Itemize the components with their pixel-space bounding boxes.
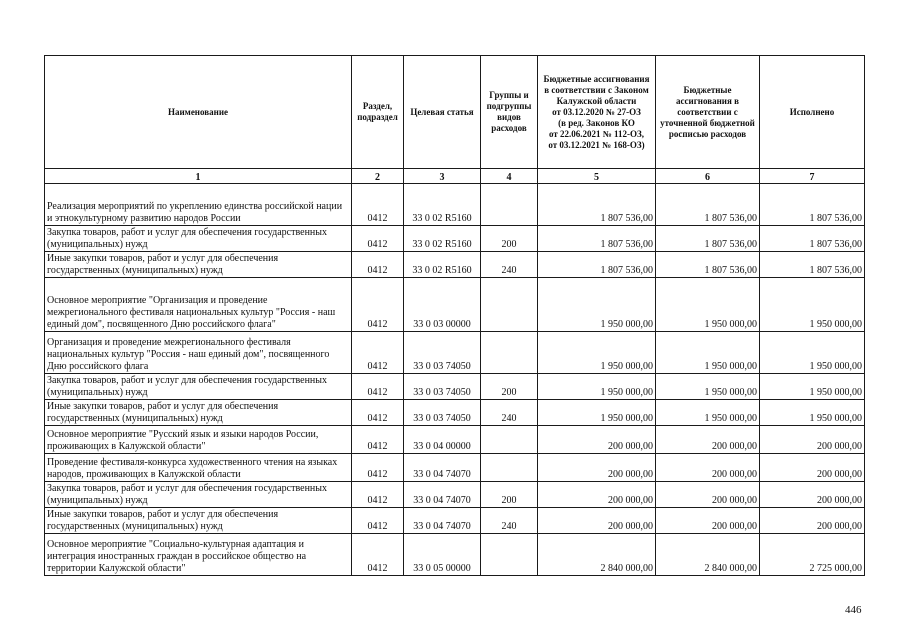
- table-row: [45, 508, 865, 534]
- table-row: [45, 454, 865, 482]
- row-executed-amount: 1 950 000,00: [760, 374, 865, 400]
- row-refined-amount: 1 807 536,00: [656, 226, 760, 252]
- column-number: 3: [404, 169, 481, 184]
- row-name: Организация и проведение межрегионального фестиваля национальных культур "Россия - наш единый дом", посвященного Дню российского флага: [45, 332, 352, 374]
- row-group: 240: [481, 400, 538, 426]
- row-refined-amount: 1 950 000,00: [656, 374, 760, 400]
- budget-table: [44, 55, 865, 576]
- row-name: Основное мероприятие "Социально-культурная адаптация и интеграция иностранных граждан в российское общество на территории Калужской области": [45, 534, 352, 576]
- row-law-amount: 200 000,00: [538, 508, 656, 534]
- row-section: 0412: [352, 534, 404, 576]
- header-row: [45, 56, 865, 169]
- row-group: [481, 278, 538, 332]
- row-section: 0412: [352, 226, 404, 252]
- row-target: 33 0 03 74050: [404, 374, 481, 400]
- row-executed-amount: 1 950 000,00: [760, 400, 865, 426]
- row-law-amount: 1 807 536,00: [538, 252, 656, 278]
- row-refined-amount: 1 950 000,00: [656, 400, 760, 426]
- column-number: 1: [45, 169, 352, 184]
- row-executed-amount: 1 950 000,00: [760, 332, 865, 374]
- row-name: Проведение фестиваля-конкурса художественного чтения на языках народов, проживающих в Калужской области: [45, 454, 352, 482]
- header-name: Наименование: [45, 56, 352, 169]
- header-section: Раздел, подраздел: [352, 56, 404, 169]
- row-executed-amount: 1 807 536,00: [760, 252, 865, 278]
- row-refined-amount: 1 950 000,00: [656, 332, 760, 374]
- table-row: [45, 184, 865, 226]
- table-row: [45, 482, 865, 508]
- row-law-amount: 200 000,00: [538, 426, 656, 454]
- row-law-amount: 1 807 536,00: [538, 184, 656, 226]
- row-target: 33 0 02 R5160: [404, 226, 481, 252]
- row-target: 33 0 02 R5160: [404, 184, 481, 226]
- row-executed-amount: 200 000,00: [760, 482, 865, 508]
- row-refined-amount: 200 000,00: [656, 482, 760, 508]
- row-name: Закупка товаров, работ и услуг для обеспечения государственных (муниципальных) нужд: [45, 226, 352, 252]
- row-executed-amount: 1 807 536,00: [760, 184, 865, 226]
- row-name: Иные закупки товаров, работ и услуг для обеспечения государственных (муниципальных) нужд: [45, 400, 352, 426]
- row-law-amount: 2 840 000,00: [538, 534, 656, 576]
- row-section: 0412: [352, 252, 404, 278]
- row-executed-amount: 1 950 000,00: [760, 278, 865, 332]
- row-section: 0412: [352, 426, 404, 454]
- row-section: 0412: [352, 278, 404, 332]
- table-row: [45, 252, 865, 278]
- column-number: 7: [760, 169, 865, 184]
- header-refined-allocations: Бюджетные ассигнования в соответствии с уточненной бюджетной росписью расходов: [656, 56, 760, 169]
- row-group: [481, 184, 538, 226]
- row-group: 200: [481, 482, 538, 508]
- table-row: [45, 332, 865, 374]
- row-target: 33 0 04 00000: [404, 426, 481, 454]
- budget-table-body: [45, 184, 865, 576]
- row-target: 33 0 04 74070: [404, 454, 481, 482]
- row-target: 33 0 03 00000: [404, 278, 481, 332]
- row-law-amount: 200 000,00: [538, 482, 656, 508]
- row-executed-amount: 2 725 000,00: [760, 534, 865, 576]
- row-refined-amount: 200 000,00: [656, 508, 760, 534]
- row-law-amount: 1 950 000,00: [538, 332, 656, 374]
- row-refined-amount: 1 807 536,00: [656, 252, 760, 278]
- row-section: 0412: [352, 400, 404, 426]
- row-law-amount: 200 000,00: [538, 454, 656, 482]
- row-executed-amount: 200 000,00: [760, 426, 865, 454]
- row-section: 0412: [352, 374, 404, 400]
- row-section: 0412: [352, 332, 404, 374]
- row-group: [481, 534, 538, 576]
- row-target: 33 0 05 00000: [404, 534, 481, 576]
- row-law-amount: 1 950 000,00: [538, 374, 656, 400]
- table-row: [45, 534, 865, 576]
- row-section: 0412: [352, 482, 404, 508]
- row-law-amount: 1 807 536,00: [538, 226, 656, 252]
- budget-report-sheet: [44, 55, 864, 576]
- table-row: [45, 374, 865, 400]
- column-number: 6: [656, 169, 760, 184]
- row-name: Закупка товаров, работ и услуг для обеспечения государственных (муниципальных) нужд: [45, 482, 352, 508]
- column-number: 2: [352, 169, 404, 184]
- row-name: Иные закупки товаров, работ и услуг для обеспечения государственных (муниципальных) нужд: [45, 252, 352, 278]
- row-refined-amount: 2 840 000,00: [656, 534, 760, 576]
- header-law-line5: от 03.12.2021 № 168-ОЗ): [548, 139, 645, 150]
- row-group: [481, 426, 538, 454]
- row-name: Иные закупки товаров, работ и услуг для обеспечения государственных (муниципальных) нужд: [45, 508, 352, 534]
- row-target: 33 0 04 74070: [404, 482, 481, 508]
- header-law-line3: (в ред. Законов КО: [558, 117, 635, 128]
- row-group: 240: [481, 252, 538, 278]
- row-name: Закупка товаров, работ и услуг для обеспечения государственных (муниципальных) нужд: [45, 374, 352, 400]
- row-refined-amount: 1 807 536,00: [656, 184, 760, 226]
- row-target: 33 0 03 74050: [404, 332, 481, 374]
- row-group: 200: [481, 374, 538, 400]
- table-row: [45, 226, 865, 252]
- header-executed: Исполнено: [760, 56, 865, 169]
- row-executed-amount: 200 000,00: [760, 454, 865, 482]
- header-law-line2: от 03.12.2020 № 27-ОЗ: [552, 106, 641, 117]
- row-target: 33 0 02 R5160: [404, 252, 481, 278]
- row-section: 0412: [352, 508, 404, 534]
- row-group: [481, 454, 538, 482]
- row-name: Основное мероприятие "Организация и проведение межрегионального фестиваля национальных культур "Россия - наш единый дом", посвященного Дню российского флага": [45, 278, 352, 332]
- row-target: 33 0 04 74070: [404, 508, 481, 534]
- row-executed-amount: 1 807 536,00: [760, 226, 865, 252]
- table-row: [45, 278, 865, 332]
- row-name: Основное мероприятие "Русский язык и языки народов России, проживающих в Калужской области": [45, 426, 352, 454]
- row-executed-amount: 200 000,00: [760, 508, 865, 534]
- row-section: 0412: [352, 454, 404, 482]
- row-refined-amount: 200 000,00: [656, 426, 760, 454]
- column-number-row: [45, 169, 865, 184]
- header-law-allocations: [538, 56, 656, 169]
- header-law-line1: Бюджетные ассигнования в соответствии с Законом Калужской области: [543, 73, 650, 106]
- row-group: 200: [481, 226, 538, 252]
- header-groups: Группы и подгруппы видов расходов: [481, 56, 538, 169]
- row-group: [481, 332, 538, 374]
- table-row: [45, 426, 865, 454]
- row-refined-amount: 1 950 000,00: [656, 278, 760, 332]
- page-number: 446: [845, 604, 862, 616]
- header-law-line4: от 22.06.2021 № 112-ОЗ,: [548, 128, 645, 139]
- row-name: Реализация мероприятий по укреплению единства российской нации и этнокультурному развитию народов России: [45, 184, 352, 226]
- row-refined-amount: 200 000,00: [656, 454, 760, 482]
- row-law-amount: 1 950 000,00: [538, 278, 656, 332]
- column-number: 5: [538, 169, 656, 184]
- table-row: [45, 400, 865, 426]
- row-section: 0412: [352, 184, 404, 226]
- row-law-amount: 1 950 000,00: [538, 400, 656, 426]
- column-number: 4: [481, 169, 538, 184]
- header-target: Целевая статья: [404, 56, 481, 169]
- row-group: 240: [481, 508, 538, 534]
- row-target: 33 0 03 74050: [404, 400, 481, 426]
